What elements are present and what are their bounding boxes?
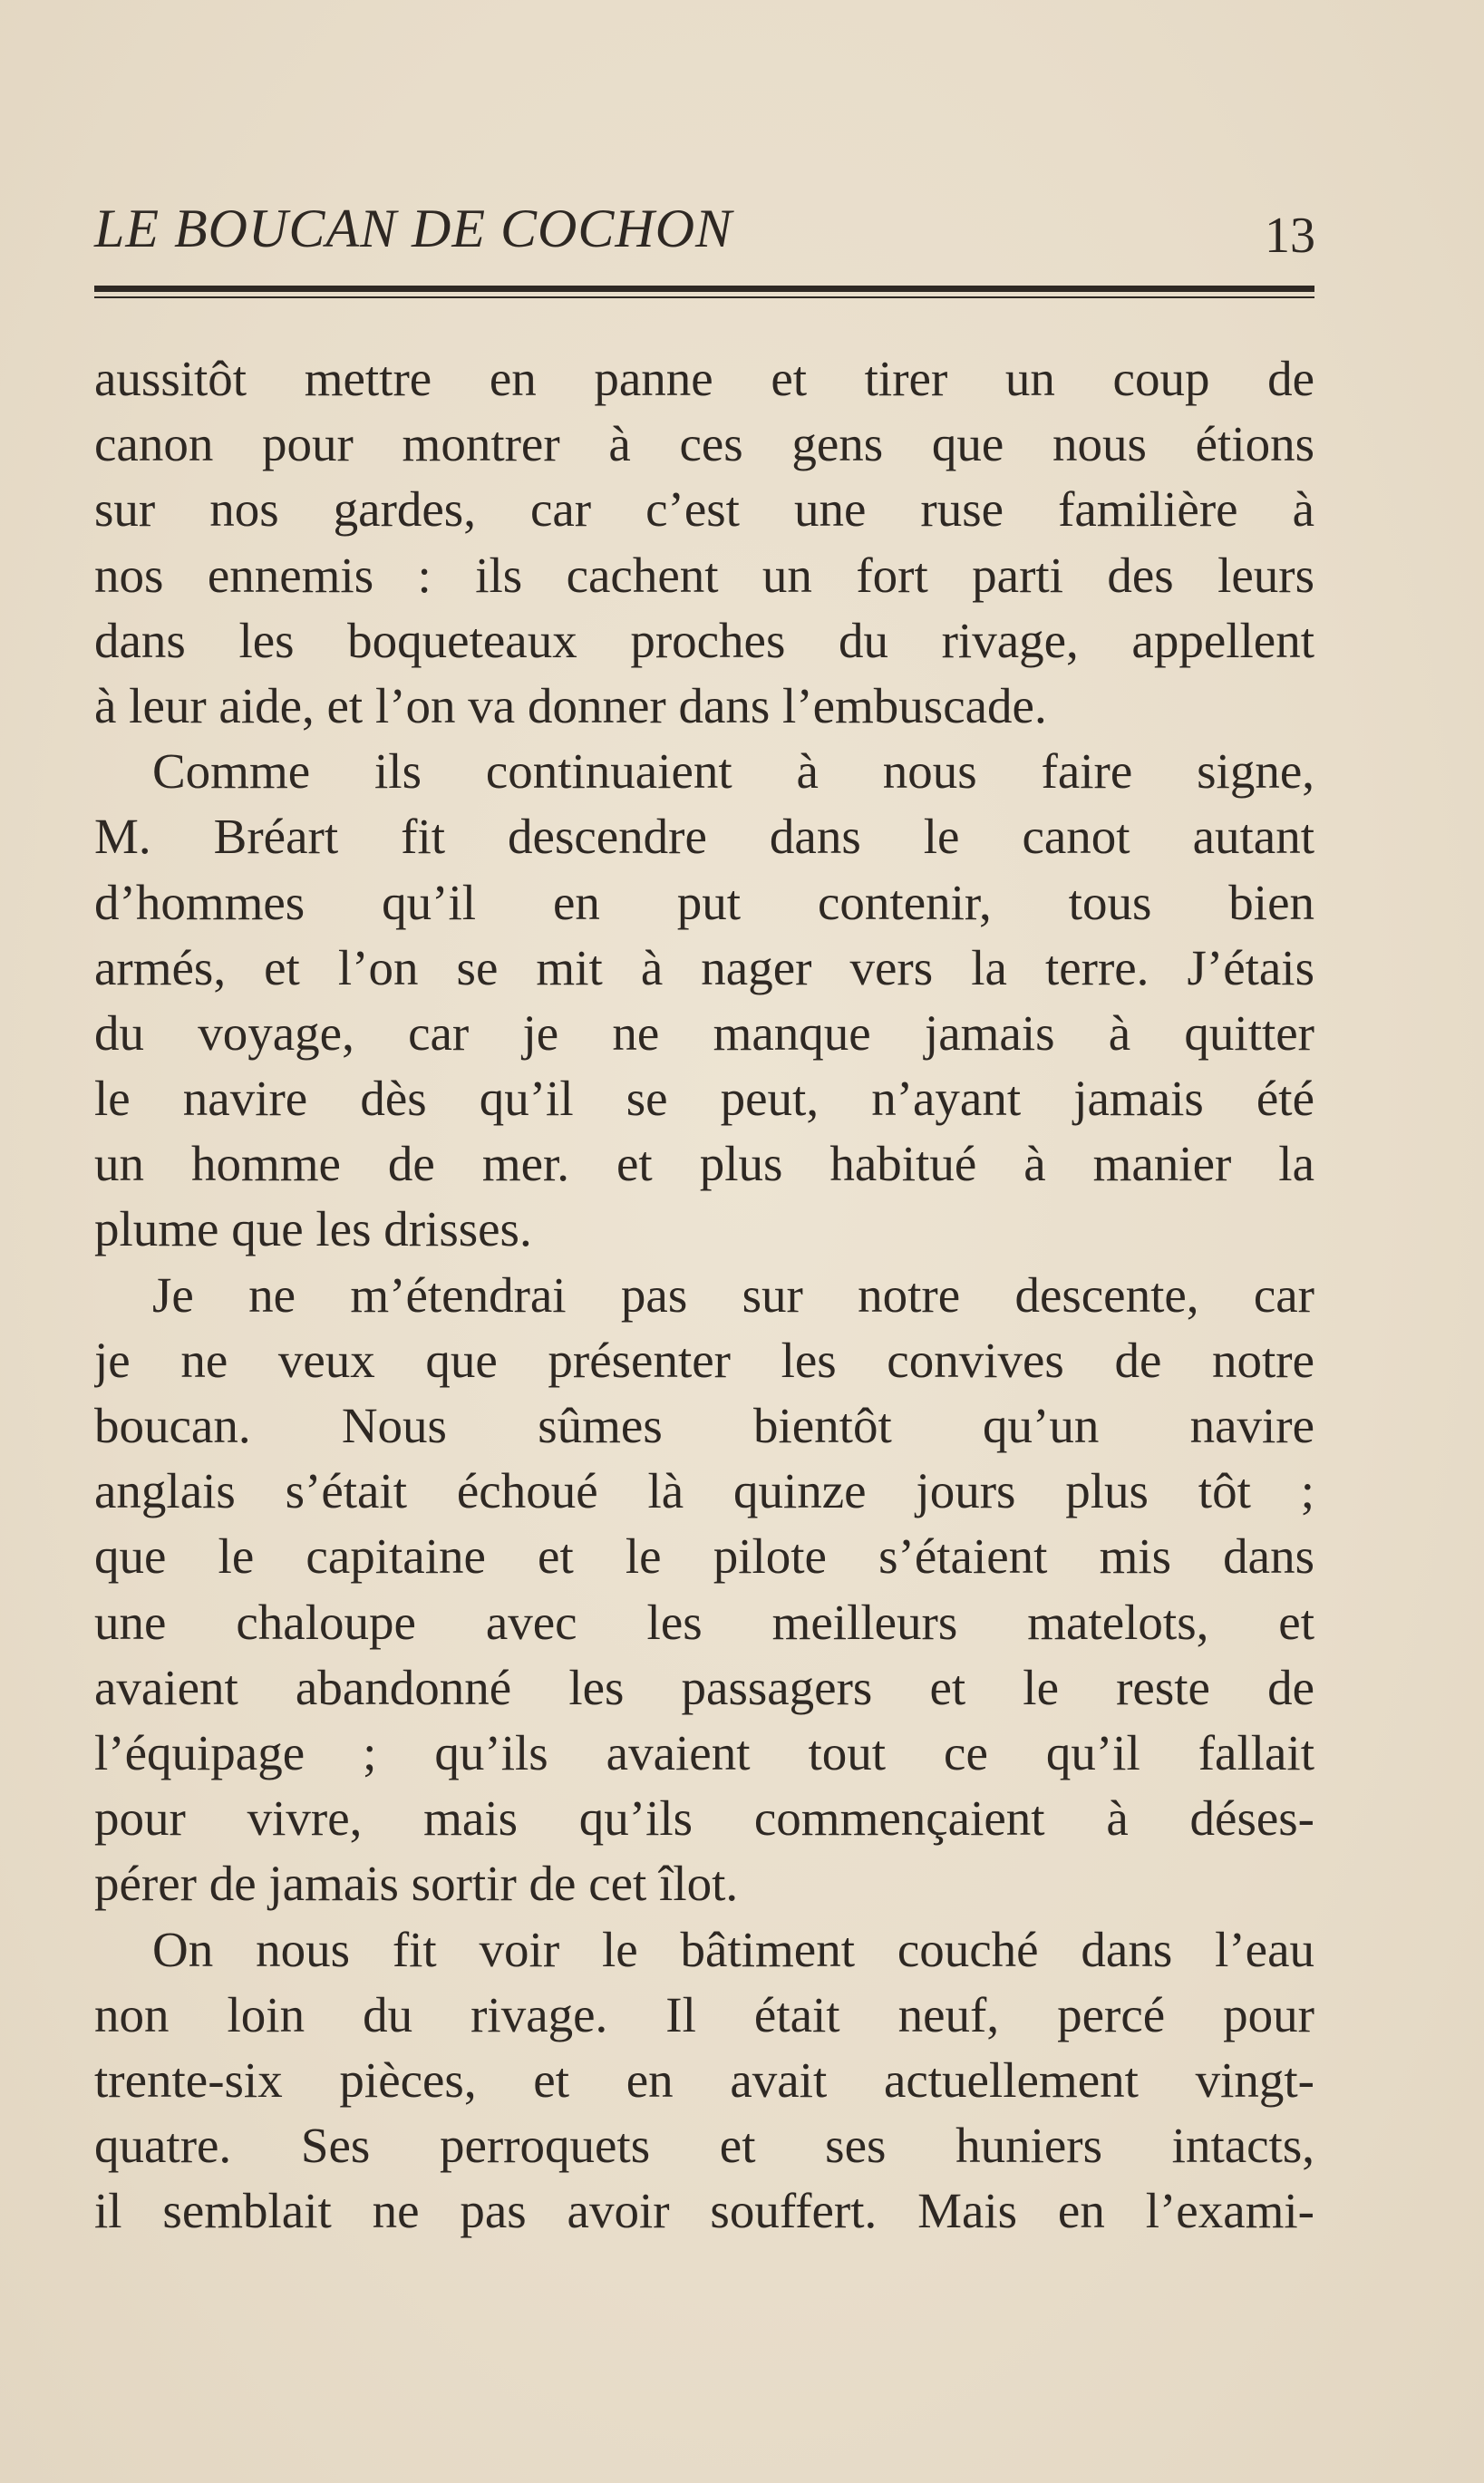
text-line: du voyage, car je ne manque jamais à quitter bbox=[94, 1004, 1314, 1061]
text-line: il semblait ne pas avoir souffert. Mais en l’exami- bbox=[94, 2183, 1314, 2239]
text-line: nos ennemis : ils cachent un fort parti des leurs bbox=[94, 547, 1314, 603]
text-line: plume que les drisses. bbox=[94, 1201, 532, 1257]
text-line: Je ne m’étendrai pas sur notre descente, car bbox=[152, 1266, 1314, 1323]
text-line: quatre. Ses perroquets et ses huniers intacts, bbox=[94, 2118, 1314, 2174]
text-line: avaient abandonné les passagers et le reste de bbox=[94, 1659, 1314, 1715]
text-line: je ne veux que présenter les convives de notre bbox=[94, 1332, 1314, 1388]
body-text bbox=[94, 346, 1314, 2244]
text-line: une chaloupe avec les meilleurs matelots, et bbox=[94, 1594, 1314, 1650]
text-line: boucan. Nous sûmes bientôt qu’un navire bbox=[94, 1398, 1314, 1453]
page-number: 13 bbox=[1265, 208, 1315, 264]
text-line: dans les boqueteaux proches du rivage, appellent bbox=[94, 612, 1314, 668]
text-line: que le capitaine et le pilote s’étaient mis dans bbox=[94, 1528, 1314, 1585]
header-rule-thin bbox=[94, 296, 1314, 298]
text-line: sur nos gardes, car c’est une ruse familière à bbox=[94, 481, 1314, 538]
text-line: non loin du rivage. Il était neuf, percé pour bbox=[94, 1986, 1314, 2042]
header-rule-thick bbox=[94, 286, 1314, 292]
text-line: M. Bréart fit descendre dans le canot autant bbox=[94, 809, 1314, 865]
text-line: pour vivre, mais qu’ils commençaient à déses- bbox=[94, 1790, 1314, 1847]
text-line: un homme de mer. et plus habitué à manier la bbox=[94, 1136, 1314, 1192]
text-line: le navire dès qu’il se peut, n’ayant jamais été bbox=[94, 1071, 1314, 1127]
running-title: LE BOUCAN DE COCHON bbox=[94, 199, 733, 258]
text-line: à leur aide, et l’on va donner dans l’embuscade. bbox=[94, 677, 1047, 733]
text-line: d’hommes qu’il en put contenir, tous bien bbox=[94, 874, 1314, 930]
text-line: Comme ils continuaient à nous faire signe, bbox=[152, 743, 1314, 800]
text-line: On nous fit voir le bâtiment couché dans l’eau bbox=[152, 1921, 1314, 1977]
text-line: pérer de jamais sortir de cet îlot. bbox=[94, 1856, 739, 1912]
text-line: l’équipage ; qu’ils avaient tout ce qu’il fallait bbox=[94, 1724, 1314, 1780]
text-line: armés, et l’on se mit à nager vers la terre. J’étais bbox=[94, 939, 1314, 995]
text-line: trente-six pièces, et en avait actuellement vingt- bbox=[94, 2051, 1314, 2108]
text-line: canon pour montrer à ces gens que nous étions bbox=[94, 416, 1314, 472]
text-line: anglais s’était échoué là quinze jours plus tôt ; bbox=[94, 1463, 1314, 1519]
text-line: aussitôt mettre en panne et tirer un coup de bbox=[94, 351, 1314, 406]
